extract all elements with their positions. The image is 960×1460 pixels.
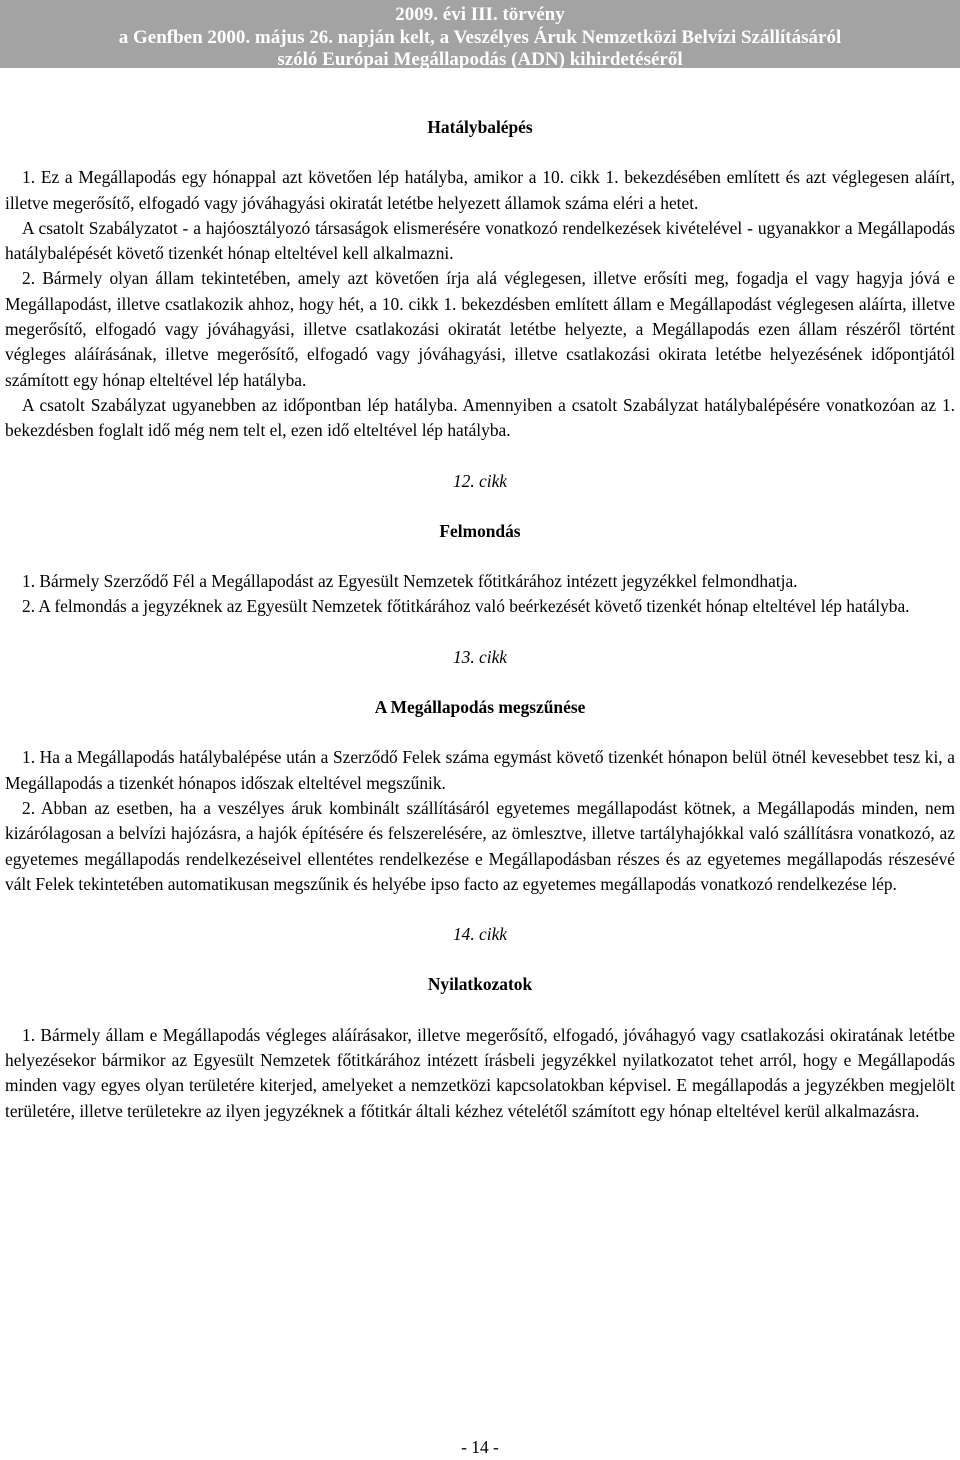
document-header — [0, 0, 960, 68]
paragraph: 2. Abban az esetben, ha a veszélyes áruk kombinált szállításáról egyetemes megállapodást kötnek, a Megállapodás minden, nem kizárólagosan a belvízi hajózásra, a hajók építésére és felszerelésére, az ömlesztve, illetve tartályhajókkal való szállításra vonatkozó, az egyetemes megállapodás rendelkezéseivel ellentétes rendelkezése e Megállapodásban részes és az egyetemes megállapodás részesévé vált Felek tekintetében automatikusan megszűnik és helyébe ipso facto az egyetemes megállapodás vonatkozó rendelkezése lép. — [5, 797, 955, 894]
page-number: - 14 - — [461, 1437, 499, 1457]
paragraph: 1. Bármely állam e Megállapodás végleges aláírásakor, illetve megerősítő, elfogadó, jóváhagyó vagy csatlakozási okiratának letétbe helyezésekor bármikor az Egyesült Nemzetek főtitkárához intézett írásbeli jegyzékkel nyilatkozatot tehet arról, hogy e Megállapodás minden vagy egyes olyan területére kiterjed, amelyeket a nemzetközi kapcsolatokban képvisel. E megállapodás a jegyzékben megjelölt területére, illetve területekre az ilyen jegyzéknek a főtitkár általi kézhez vételétől számított egy hónap elteltével kerül alkalmazásra. — [5, 1024, 955, 1121]
paragraph: 2. Bármely olyan állam tekintetében, amely azt követően írja alá véglegesen, illetve erősíti meg, fogadja el vagy hagyja jóvá e Megállapodást, illetve csatlakozik ahhoz, hogy hét, a 10. cikk 1. bekezdésben említett állam e Megállapodást véglegesen aláírta, illetve megerősítő, elfogadó vagy jóváhagyási, illetve csatlakozási okiratát letétbe helyezte, a Megállapodás ezen állam részéről történt végleges aláírásának, illetve megerősítő, elfogadó vagy jóváhagyási, illetve csatlakozási okirata letétbe helyezésének időpontjától számított egy hónap elteltével lép hatályba. — [5, 268, 955, 390]
paragraph: A csatolt Szabályzatot - a hajóosztályozó társaságok elismerésére vonatkozó rendelkezések kivételével - ugyanakkor a Megállapodás hatálybalépését követő tizenkét hónap elteltével kell alkalmazni. — [5, 217, 955, 264]
article-number-13: 13. cikk — [452, 646, 508, 667]
header-title-line-2: a Genfben 2000. május 26. napján kelt, a Veszélyes Áruk Nemzetközi Belvízi Szállításáról — [118, 26, 842, 48]
article-heading-14: Nyilatkozatok — [427, 974, 533, 995]
article-heading-12: Felmondás — [439, 520, 521, 541]
section-heading-hatalybalepes: Hatálybalépés — [427, 117, 533, 137]
paragraph: A csatolt Szabályzat ugyanebben az időpontban lép hatályba. Amennyiben a csatolt Szabályzat hatálybalépésére vonatkozóan az 1. bekezdésben foglalt idő még nem telt el, ezen idő elteltével lép hatályba. — [5, 394, 955, 441]
document-body — [5, 115, 955, 1124]
article-number-12: 12. cikk — [452, 470, 508, 491]
article-number-14: 14. cikk — [452, 924, 508, 945]
header-title-line-3: szóló Európai Megállapodás (ADN) kihirdetéséről — [277, 49, 683, 70]
header-title-line-1: 2009. évi III. törvény — [395, 4, 565, 25]
paragraph: 1. Ez a Megállapodás egy hónappal azt követően lép hatályba, amikor a 10. cikk 1. bekezdésében említett és azt véglegesen aláírt, illetve megerősítő, elfogadó vagy jóváhagyási okiratát letétbe helyezett államok száma eléri a hetet. — [5, 167, 955, 213]
paragraph: 2. A felmondás a jegyzéknek az Egyesült Nemzetek főtitkárához való beérkezését követő tizenkét hónap elteltével lép hatályba. — [22, 596, 910, 617]
paragraph: 1. Bármely Szerződő Fél a Megállapodást az Egyesült Nemzetek főtitkárához intézett jegyzékkel felmondhatja. — [22, 571, 798, 592]
paragraph: 1. Ha a Megállapodás hatálybalépése után a Szerződő Felek száma egymást követő tizenkét hónapon belül ötnél kevesebbet tesz ki, a Megállapodás a tizenkét hónapos időszak elteltével megszűnik. — [5, 747, 955, 793]
article-heading-13: A Megállapodás megszűnése — [374, 697, 586, 718]
